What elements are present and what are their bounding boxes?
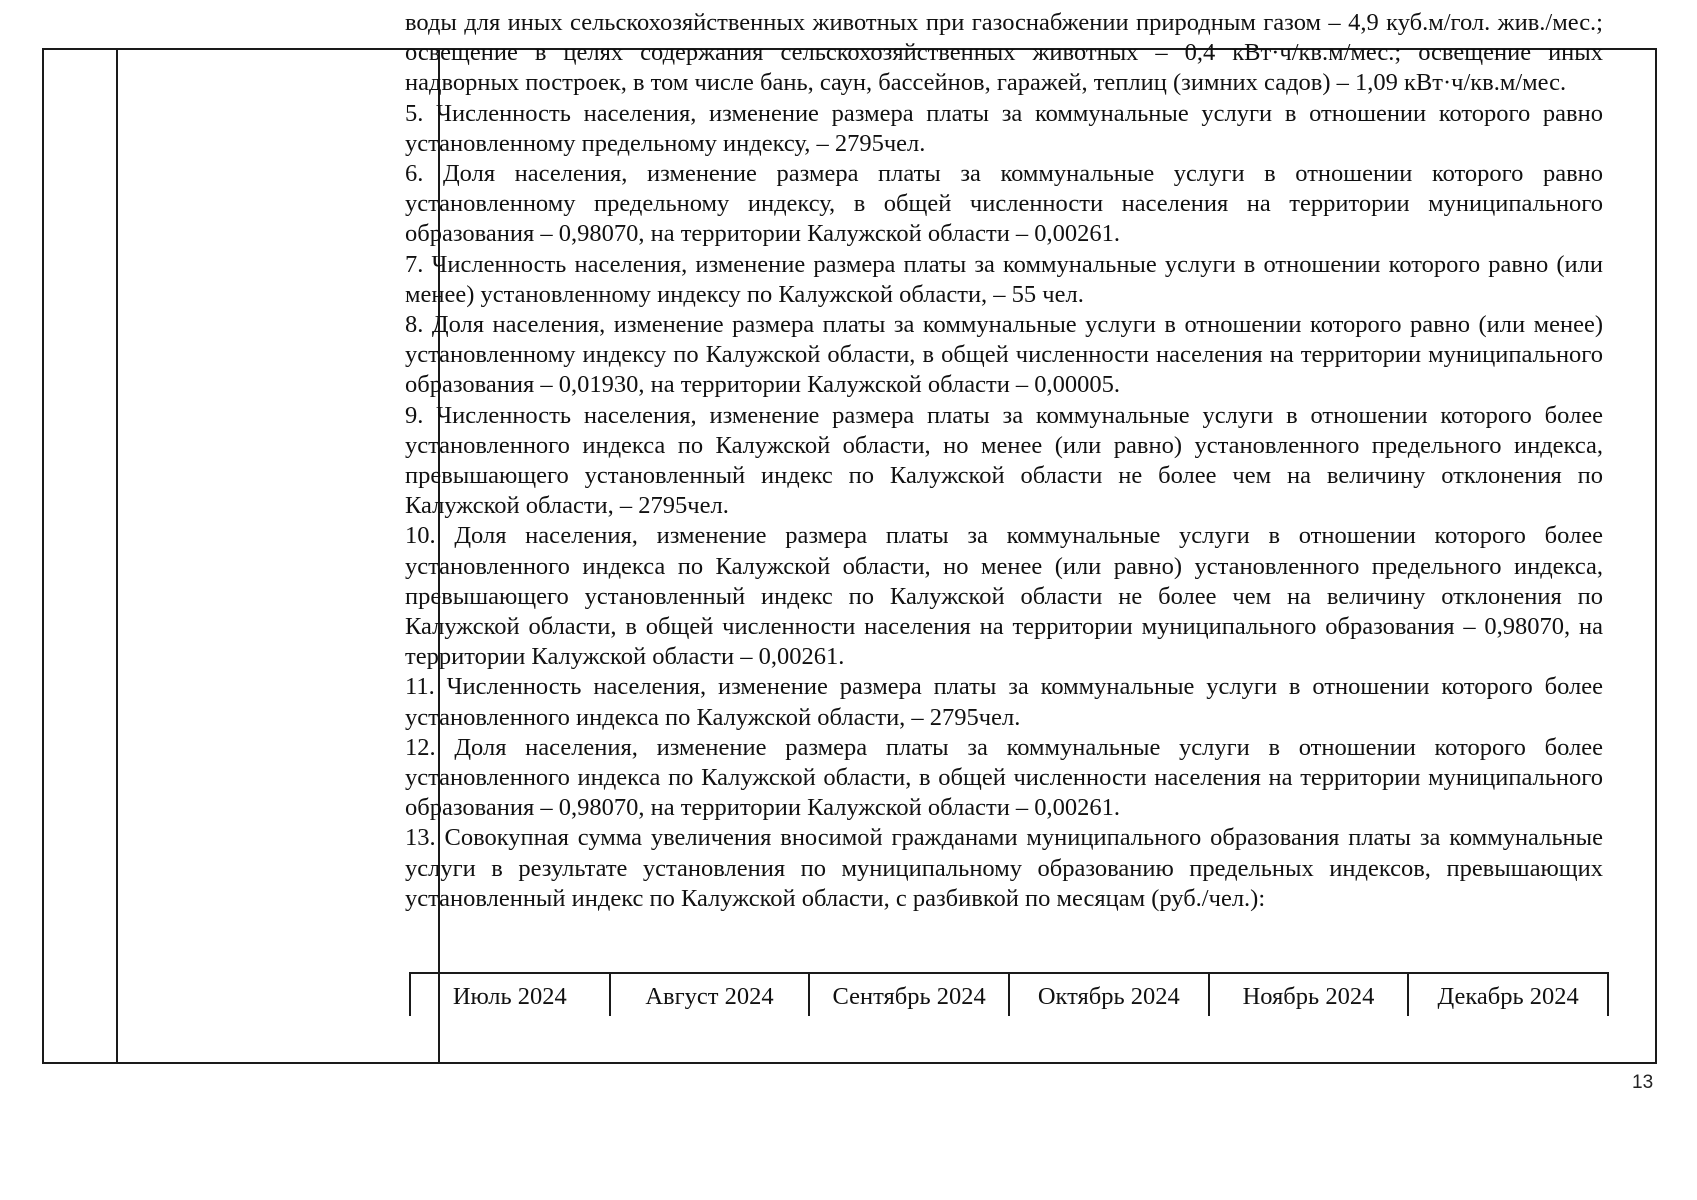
- paragraph-item-12: 12. Доля населения, изменение размера платы за коммунальные услуги в отношении которого более установленного индекса по Калужской области, в общей численности населения на территории муниципального образования – 0,98070, на территории Калужской области – 0,00261.: [405, 733, 1603, 822]
- paragraph-continuation: воды для иных сельскохозяйственных животных при газоснабжении природным газом – 4,9 куб.м/гол. жив./мес.; освещение в целях содержания сельскохозяйственных животных – 0,4 кВт·ч/кв.м/мес.; освещение иных надворных построек, в том числе бань, саун, бассейнов, гаражей, теплиц (зимних садов) – 1,09 кВт·ч/кв.м/мес.: [405, 9, 1603, 97]
- month-cell-july: Июль 2024: [410, 973, 610, 1016]
- months-table: [409, 972, 1609, 1016]
- paragraph-item-7: 7. Численность населения, изменение размера платы за коммунальные услуги в отношении которого равно (или менее) установленному индексу по Калужской области, – 55 чел.: [405, 250, 1603, 308]
- month-cell-november: Ноябрь 2024: [1209, 973, 1409, 1016]
- paragraph-item-6: 6. Доля населения, изменение размера платы за коммунальные услуги в отношении которого равно установленному предельному индексу, в общей численности населения на территории муниципального образования – 0,98070, на территории Калужской области – 0,00261.: [405, 160, 1603, 248]
- paragraph-item-8: 8. Доля населения, изменение размера платы за коммунальные услуги в отношении которого равно (или менее) установленному индексу по Калужской области, в общей численности населения на территории муниципального образования – 0,01930, на территории Калужской области – 0,00005.: [405, 311, 1603, 399]
- table-cell-content: [405, 8, 1603, 914]
- months-header-row: [410, 973, 1608, 1016]
- paragraph-item-9: 9. Численность населения, изменение размера платы за коммунальные услуги в отношении которого более установленного индекса по Калужской области, но менее (или равно) установленного предельного индекса, превышающего установленный индекс по Калужской области не более чем на величину отклонения по Калужской области, – 2795чел.: [405, 401, 1603, 520]
- month-cell-august: Август 2024: [610, 973, 810, 1016]
- paragraph-item-13: 13. Совокупная сумма увеличения вносимой гражданами муниципального образования платы за коммунальные услуги в результате установления по муниципальному образованию предельных индексов, превышающих установленный индекс по Калужской области, с разбивкой по месяцам (руб./чел.):: [405, 824, 1603, 912]
- paragraph-item-10: 10. Доля населения, изменение размера платы за коммунальные услуги в отношении которого более установленного индекса по Калужской области, но менее (или равно) установленного предельного индекса, превышающего установленный индекс по Калужской области не более чем на величину отклонения по Калужской области, в общей численности населения на территории муниципального образования – 0,98070, на территории Калужской области – 0,00261.: [405, 522, 1603, 671]
- page-number: 13: [1632, 1072, 1654, 1093]
- column-divider-1: [116, 50, 118, 1062]
- paragraph-item-5: 5. Численность населения, изменение размера платы за коммунальные услуги в отношении которого равно установленному предельному индексу, – 2795чел.: [405, 99, 1603, 157]
- month-cell-october: Октябрь 2024: [1009, 973, 1209, 1016]
- paragraph-item-11: 11. Численность населения, изменение размера платы за коммунальные услуги в отношении которого более установленного индекса по Калужской области, – 2795чел.: [405, 673, 1603, 731]
- month-cell-december: Декабрь 2024: [1408, 973, 1608, 1016]
- month-cell-september: Сентябрь 2024: [809, 973, 1009, 1016]
